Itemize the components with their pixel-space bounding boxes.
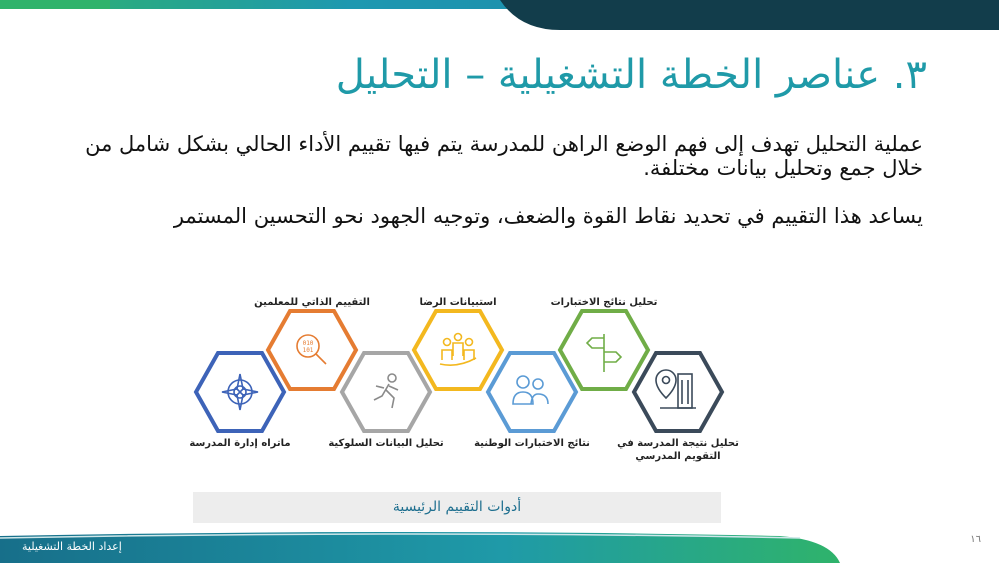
page-number: ١٦ bbox=[970, 534, 981, 545]
footer-text: إعداد الخطة التشغيلية bbox=[22, 540, 122, 553]
hexagon-label-line2: التقويم المدرسي bbox=[635, 451, 721, 462]
hexagon-teacher-self-evaluation bbox=[268, 311, 356, 389]
bottom-decorative-bar bbox=[0, 530, 999, 563]
tools-caption-box bbox=[193, 492, 721, 523]
slide-title: ٣. عناصر الخطة التشغيلية – التحليل bbox=[335, 52, 927, 98]
hexagon-label-teacher-self-evaluation: التقييم الذاتي للمعلمين bbox=[254, 297, 370, 308]
hexagon-satisfaction-surveys bbox=[414, 311, 502, 389]
hexagon-national-tests bbox=[488, 353, 576, 431]
hexagon-label-test-results-analysis: تحليل نتائج الاختبارات bbox=[550, 297, 658, 308]
tools-caption: أدوات التقييم الرئيسية bbox=[392, 499, 522, 515]
svg-text:101: 101 bbox=[302, 347, 314, 354]
hexagon-label-national-tests: نتائج الاختبارات الوطنية bbox=[474, 438, 590, 449]
hexagon-test-results-analysis bbox=[560, 311, 648, 389]
evaluation-paragraph: يساعد هذا التقييم في تحديد نقاط القوة والضعف، وتوجيه الجهود نحو التحسين المستمر bbox=[173, 204, 923, 228]
hexagon-behavioral-data bbox=[342, 353, 430, 431]
hexagon-label-satisfaction-surveys: استبيانات الرضا bbox=[419, 297, 497, 308]
hexagon-label-behavioral-data: تحليل البيانات السلوكية bbox=[328, 438, 444, 449]
svg-text:010: 010 bbox=[302, 340, 314, 347]
hexagon-school-administration bbox=[196, 353, 284, 431]
hexagon-school-evaluation-result bbox=[634, 353, 722, 431]
hexagon-label-line1: تحليل نتيجة المدرسة في bbox=[617, 438, 739, 449]
hexagon-label-school-administration: ماتراه إدارة المدرسة bbox=[189, 438, 291, 449]
analysis-paragraph: عملية التحليل تهدف إلى فهم الوضع الراهن للمدرسة يتم فيها تقييم الأداء الحالي بشكل شامل من خلال جمع وتحليل بيانات مختلفة. bbox=[85, 132, 923, 180]
